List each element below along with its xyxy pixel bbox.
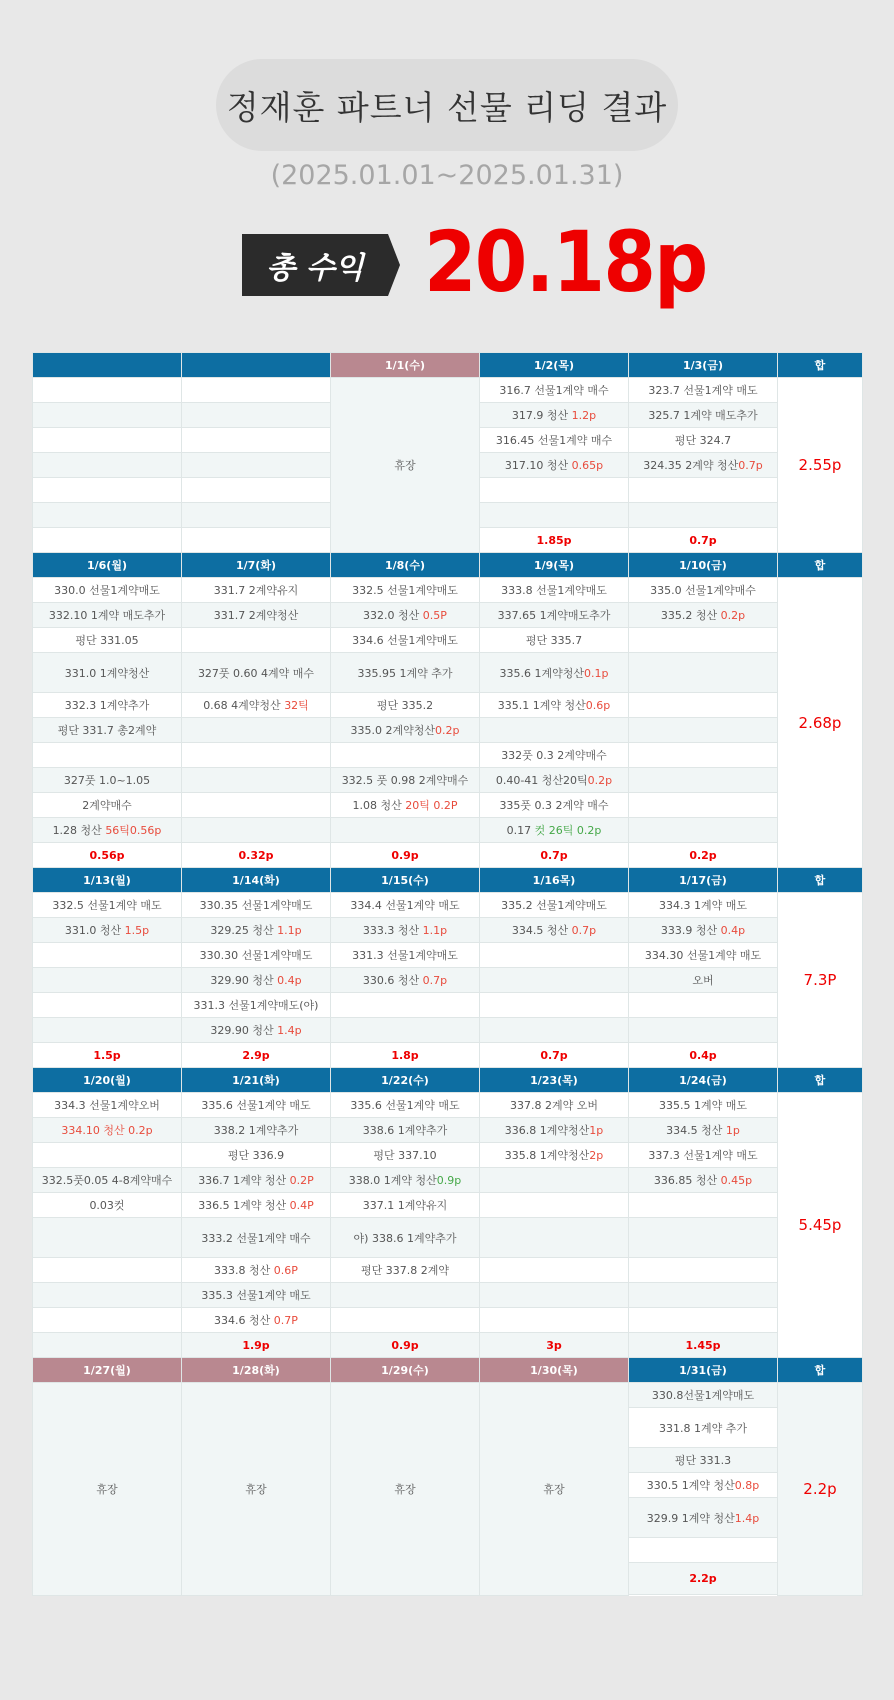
entry-cell: 337.1 1계약유지 (331, 1193, 480, 1218)
entry-cell: 평단 335.7 (480, 628, 629, 653)
entry-cell: 327풋 1.0~1.05 (33, 768, 182, 793)
entry-cell: 1.28 청산 56틱0.56p (33, 818, 182, 843)
entry-cell: 평단 331.3 (629, 1448, 778, 1473)
week4-h-thu: 1/23(목) (480, 1068, 629, 1093)
day-total: 1.9p (182, 1333, 331, 1358)
entry-cell: 334.6 선물1계약매도 (331, 628, 480, 653)
day-total: 0.2p (629, 843, 778, 868)
table-row (33, 943, 863, 968)
entry-cell: 332.3 1계약추가 (33, 693, 182, 718)
week4-header (33, 1068, 863, 1093)
table-row (33, 378, 863, 403)
entry-cell: 332.5 선물1계약매도 (331, 578, 480, 603)
entry-cell: 평단 324.7 (629, 428, 778, 453)
entry-cell: 335.1 1계약 청산0.6p (480, 693, 629, 718)
entry-cell: 334.4 선물1계약 매도 (331, 893, 480, 918)
week1-h-thu: 1/2(목) (480, 353, 629, 378)
entry-cell: 334.3 선물1계약오버 (33, 1093, 182, 1118)
entry-cell: 333.2 선물1계약 매수 (182, 1218, 331, 1258)
entry-cell: 평단 331.7 총2계약 (33, 718, 182, 743)
holiday-cell: 휴장 (33, 1383, 182, 1596)
entry-cell: 334.3 1계약 매도 (629, 893, 778, 918)
entry-cell: 330.0 선물1계약매도 (33, 578, 182, 603)
week1-h-wed: 1/1(수) (331, 353, 480, 378)
entry-cell: 316.45 선물1계약 매수 (480, 428, 629, 453)
entry-cell: 335.8 1계약청산2p (480, 1143, 629, 1168)
entry-cell: 329.90 청산 1.4p (182, 1018, 331, 1043)
week5-header (33, 1358, 863, 1383)
week2-h-thu: 1/9(목) (480, 553, 629, 578)
entry-cell: 333.3 청산 1.1p (331, 918, 480, 943)
week5-h-sum: 합 (778, 1358, 863, 1383)
title-pill (216, 59, 678, 151)
week2-h-sum: 합 (778, 553, 863, 578)
entry-cell: 317.10 청산 0.65p (480, 453, 629, 478)
entry-cell: 335.2 청산 0.2p (629, 603, 778, 628)
entry-cell: 331.7 2계약청산 (182, 603, 331, 628)
table-row (33, 793, 863, 818)
table-row (33, 1193, 863, 1218)
table-row (33, 1283, 863, 1308)
day-total: 1.8p (331, 1043, 480, 1068)
week4-h-tue: 1/21(화) (182, 1068, 331, 1093)
entry-cell: 334.6 청산 0.7P (182, 1308, 331, 1333)
entry-cell: 335.2 선물1계약매도 (480, 893, 629, 918)
week3-h-mon: 1/13(월) (33, 868, 182, 893)
week-sum: 5.45p (778, 1093, 863, 1358)
table-row (33, 1018, 863, 1043)
entry-cell: 323.7 선물1계약 매도 (629, 378, 778, 403)
week5-h-thu: 1/30(목) (480, 1358, 629, 1383)
entry-cell: 338.0 1계약 청산0.9p (331, 1168, 480, 1193)
table-row (33, 918, 863, 943)
day-total: 3p (480, 1333, 629, 1358)
holiday-cell: 휴장 (331, 1383, 480, 1596)
day-total: 1.85p (480, 528, 629, 553)
table-row (33, 1383, 863, 1408)
week4-h-fri: 1/24(금) (629, 1068, 778, 1093)
week1-h-tue (182, 353, 331, 378)
entry-cell: 327풋 0.60 4계약 매수 (182, 653, 331, 693)
entry-cell: 330.30 선물1계약매도 (182, 943, 331, 968)
entry-cell: 335.6 선물1계약 매도 (331, 1093, 480, 1118)
entry-cell: 334.10 청산 0.2p (33, 1118, 182, 1143)
entry-cell: 335.5 1계약 매도 (629, 1093, 778, 1118)
entry-cell: 316.7 선물1계약 매수 (480, 378, 629, 403)
entry-cell: 329.9 1계약 청산1.4p (629, 1498, 778, 1538)
week1-h-mon (33, 353, 182, 378)
entry-cell: 334.5 청산 0.7p (480, 918, 629, 943)
day-total-row (33, 1333, 863, 1358)
week3-h-sum: 합 (778, 868, 863, 893)
entry-cell: 336.8 1계약청산1p (480, 1118, 629, 1143)
entry-cell: 1.08 청산 20틱 0.2P (331, 793, 480, 818)
entry-cell: 334.5 청산 1p (629, 1118, 778, 1143)
entry-cell: 337.3 선물1계약 매도 (629, 1143, 778, 1168)
entry-cell: 평단 337.8 2계약 (331, 1258, 480, 1283)
entry-cell: 336.7 1계약 청산 0.2P (182, 1168, 331, 1193)
period-text: (2025.01.01~2025.01.31) (270, 160, 624, 191)
week4-h-wed: 1/22(수) (331, 1068, 480, 1093)
day-total: 0.32p (182, 843, 331, 868)
table-row (33, 768, 863, 793)
entry-cell: 331.7 2계약유지 (182, 578, 331, 603)
entry-cell: 오버 (629, 968, 778, 993)
week4-h-mon: 1/20(월) (33, 1068, 182, 1093)
holiday-cell: 휴장 (331, 378, 480, 553)
week2-h-tue: 1/7(화) (182, 553, 331, 578)
table-row (33, 1118, 863, 1143)
table-row (33, 718, 863, 743)
page-title: 정재훈 파트너 선물 리딩 결과 (226, 87, 668, 127)
week2-h-fri: 1/10(금) (629, 553, 778, 578)
day-total: 2.9p (182, 1043, 331, 1068)
entry-cell: 335풋 0.3 2계약 매수 (480, 793, 629, 818)
week2-h-wed: 1/8(수) (331, 553, 480, 578)
week4-h-sum: 합 (778, 1068, 863, 1093)
entry-cell: 335.0 선물1계약매수 (629, 578, 778, 603)
entry-cell: 야) 338.6 1계약추가 (331, 1218, 480, 1258)
week2-header (33, 553, 863, 578)
total-profit-tag (242, 234, 400, 296)
entry-cell: 331.3 선물1계약매도(야) (182, 993, 331, 1018)
entry-cell: 331.8 1계약 추가 (629, 1408, 778, 1448)
entry-cell: 평단 337.10 (331, 1143, 480, 1168)
entry-cell: 330.35 선물1계약매도 (182, 893, 331, 918)
day-total: 0.7p (480, 843, 629, 868)
entry-cell: 335.6 1계약청산0.1p (480, 653, 629, 693)
day-total: 0.7p (629, 528, 778, 553)
week1-h-fri: 1/3(금) (629, 353, 778, 378)
entry-cell: 0.68 4계약청산 32틱 (182, 693, 331, 718)
entry-cell: 0.17 컷 26틱 0.2p (480, 818, 629, 843)
week-sum: 7.3P (778, 893, 863, 1068)
week5-h-wed: 1/29(수) (331, 1358, 480, 1383)
entry-cell: 338.2 1계약추가 (182, 1118, 331, 1143)
entry-cell: 335.3 선물1계약 매도 (182, 1283, 331, 1308)
holiday-cell: 휴장 (182, 1383, 331, 1596)
entry-cell: 331.0 1계약청산 (33, 653, 182, 693)
day-total-row (33, 843, 863, 868)
entry-cell: 332.5 선물1계약 매도 (33, 893, 182, 918)
table-row (33, 1308, 863, 1333)
entry-cell: 329.90 청산 0.4p (182, 968, 331, 993)
table-row (33, 1093, 863, 1118)
table-row (33, 693, 863, 718)
week5-h-tue: 1/28(화) (182, 1358, 331, 1383)
week-sum: 2.68p (778, 578, 863, 868)
entry-cell: 333.9 청산 0.4p (629, 918, 778, 943)
table-row (33, 893, 863, 918)
week1-h-sum: 합 (778, 353, 863, 378)
entry-cell: 336.5 1계약 청산 0.4P (182, 1193, 331, 1218)
table-row (33, 993, 863, 1018)
entry-cell: 333.8 선물1계약매도 (480, 578, 629, 603)
table-row (33, 578, 863, 603)
week2-h-mon: 1/6(월) (33, 553, 182, 578)
entry-cell: 2계약매수 (33, 793, 182, 818)
week3-h-thu: 1/16목) (480, 868, 629, 893)
table-row (33, 628, 863, 653)
entry-cell: 평단 336.9 (182, 1143, 331, 1168)
entry-cell: 0.03컷 (33, 1193, 182, 1218)
day-total: 0.9p (331, 1333, 480, 1358)
day-total-row (33, 1043, 863, 1068)
week3-h-tue: 1/14(화) (182, 868, 331, 893)
entry-cell: 332.5 풋 0.98 2계약매수 (331, 768, 480, 793)
table-row (33, 1168, 863, 1193)
day-total: 2.2p (629, 1563, 778, 1595)
entry-cell: 336.85 청산 0.45p (629, 1168, 778, 1193)
total-profit-value: 20.18p (424, 213, 707, 311)
entry-cell: 332풋 0.3 2계약매수 (480, 743, 629, 768)
day-total: 1.45p (629, 1333, 778, 1358)
entry-cell: 335.0 2계약청산0.2p (331, 718, 480, 743)
week3-header (33, 868, 863, 893)
entry-cell: 331.3 선물1계약매도 (331, 943, 480, 968)
table-row (33, 1258, 863, 1283)
table-row (33, 1143, 863, 1168)
week-sum: 2.2p (778, 1383, 863, 1596)
entry-cell: 337.65 1계약매도추가 (480, 603, 629, 628)
day-total: 0.56p (33, 843, 182, 868)
entry-cell: 332.5풋0.05 4-8계약매수 (33, 1168, 182, 1193)
week5-h-mon: 1/27(월) (33, 1358, 182, 1383)
week5-h-fri: 1/31(금) (629, 1358, 778, 1383)
holiday-cell: 휴장 (480, 1383, 629, 1596)
entry-cell: 337.8 2계약 오버 (480, 1093, 629, 1118)
entry-cell: 324.35 2계약 청산0.7p (629, 453, 778, 478)
day-total: 0.9p (331, 843, 480, 868)
day-total: 0.7p (480, 1043, 629, 1068)
table-row (33, 968, 863, 993)
entry-cell: 334.30 선물1계약 매도 (629, 943, 778, 968)
entry-cell: 333.8 청산 0.6P (182, 1258, 331, 1283)
total-profit-label: 총 수익 (266, 251, 364, 286)
entry-cell: 317.9 청산 1.2p (480, 403, 629, 428)
table-row (33, 743, 863, 768)
entry-cell: 332.10 1계약 매도추가 (33, 603, 182, 628)
table-row (33, 818, 863, 843)
entry-cell: 335.6 선물1계약 매도 (182, 1093, 331, 1118)
day-total: 0.4p (629, 1043, 778, 1068)
entry-cell: 335.95 1계약 추가 (331, 653, 480, 693)
entry-cell: 338.6 1계약추가 (331, 1118, 480, 1143)
week-sum: 2.55p (778, 378, 863, 553)
entry-cell (182, 628, 331, 653)
results-table (32, 352, 863, 1596)
table-row (33, 653, 863, 693)
entry-cell: 330.5 1계약 청산0.8p (629, 1473, 778, 1498)
entry-cell: 325.7 1계약 매도추가 (629, 403, 778, 428)
day-total: 1.5p (33, 1043, 182, 1068)
week1-header (33, 353, 863, 378)
entry-cell: 329.25 청산 1.1p (182, 918, 331, 943)
entry-cell: 0.40-41 청산20틱0.2p (480, 768, 629, 793)
table-row (33, 1218, 863, 1258)
entry-cell: 330.8선물1계약매도 (629, 1383, 778, 1408)
entry-cell: 332.0 청산 0.5P (331, 603, 480, 628)
table-row (33, 603, 863, 628)
week3-h-fri: 1/17(금) (629, 868, 778, 893)
entry-cell: 평단 335.2 (331, 693, 480, 718)
entry-cell: 331.0 청산 1.5p (33, 918, 182, 943)
entry-cell: 330.6 청산 0.7p (331, 968, 480, 993)
week3-h-wed: 1/15(수) (331, 868, 480, 893)
entry-cell: 평단 331.05 (33, 628, 182, 653)
